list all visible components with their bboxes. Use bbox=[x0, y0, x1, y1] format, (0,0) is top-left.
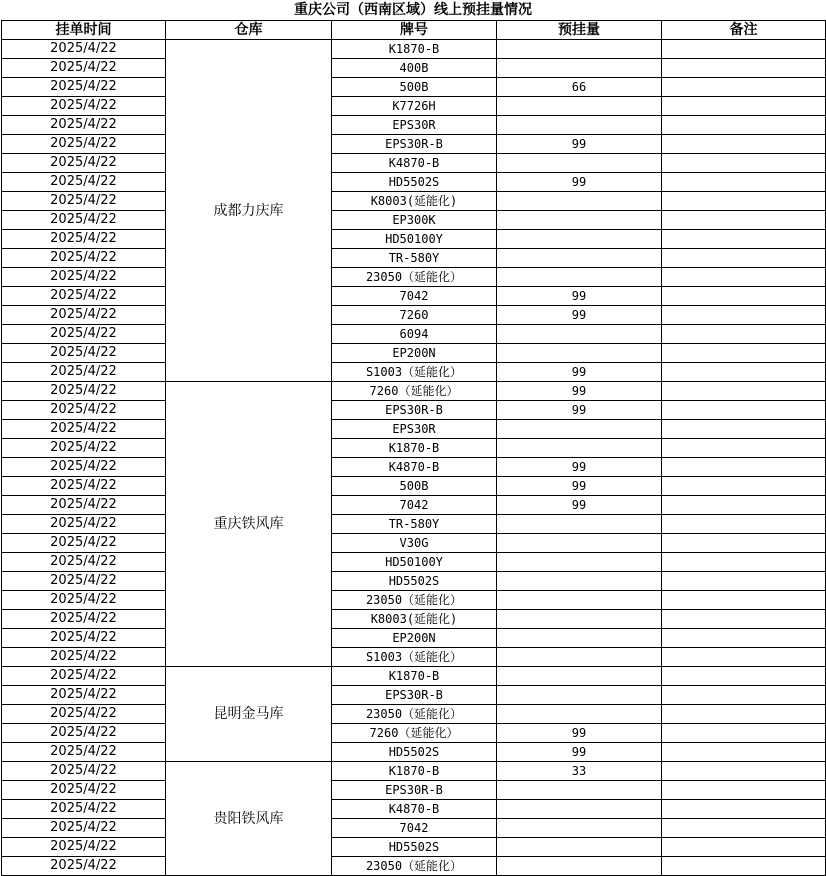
cell-quantity[interactable] bbox=[497, 325, 662, 344]
header-quantity[interactable]: 预挂量 bbox=[497, 21, 662, 40]
cell-grade[interactable]: TR-580Y bbox=[332, 515, 497, 534]
cell-note[interactable] bbox=[662, 382, 826, 401]
table-row bbox=[2, 762, 826, 781]
cell-date[interactable]: 2025/4/22 bbox=[2, 667, 166, 686]
cell-grade[interactable]: HD5502S bbox=[332, 572, 497, 591]
cell-note[interactable] bbox=[662, 344, 826, 363]
cell-quantity[interactable]: 99 bbox=[497, 287, 662, 306]
cell-date[interactable]: 2025/4/22 bbox=[2, 401, 166, 420]
cell-date[interactable]: 2025/4/22 bbox=[2, 762, 166, 781]
cell-date[interactable]: 2025/4/22 bbox=[2, 743, 166, 762]
table-row bbox=[2, 78, 826, 97]
cell-note[interactable] bbox=[662, 648, 826, 667]
cell-date[interactable]: 2025/4/22 bbox=[2, 629, 166, 648]
cell-note[interactable] bbox=[662, 800, 826, 819]
table-row bbox=[2, 857, 826, 876]
cell-quantity[interactable] bbox=[497, 610, 662, 629]
table-row bbox=[2, 344, 826, 363]
cell-quantity[interactable]: 99 bbox=[497, 401, 662, 420]
cell-grade[interactable]: 7042 bbox=[332, 496, 497, 515]
cell-date[interactable]: 2025/4/22 bbox=[2, 610, 166, 629]
cell-date[interactable]: 2025/4/22 bbox=[2, 344, 166, 363]
cell-quantity[interactable] bbox=[497, 534, 662, 553]
cell-grade[interactable]: S1003（延能化） bbox=[332, 648, 497, 667]
table-row bbox=[2, 211, 826, 230]
table-body bbox=[2, 40, 826, 876]
table-row bbox=[2, 686, 826, 705]
cell-quantity[interactable] bbox=[497, 686, 662, 705]
table-row bbox=[2, 401, 826, 420]
cell-quantity[interactable] bbox=[497, 420, 662, 439]
cell-quantity[interactable] bbox=[497, 838, 662, 857]
cell-grade[interactable]: S1003（延能化） bbox=[332, 363, 497, 382]
cell-quantity[interactable] bbox=[497, 572, 662, 591]
cell-note[interactable] bbox=[662, 287, 826, 306]
cell-note[interactable] bbox=[662, 857, 826, 876]
cell-warehouse[interactable]: 贵阳铁风库 bbox=[166, 762, 332, 876]
cell-note[interactable] bbox=[662, 477, 826, 496]
cell-grade[interactable]: EPS30R bbox=[332, 116, 497, 135]
cell-quantity[interactable] bbox=[497, 192, 662, 211]
cell-grade[interactable]: EPS30R-B bbox=[332, 135, 497, 154]
cell-note[interactable] bbox=[662, 629, 826, 648]
header-date[interactable]: 挂单时间 bbox=[2, 21, 166, 40]
table-row bbox=[2, 705, 826, 724]
cell-date[interactable]: 2025/4/22 bbox=[2, 686, 166, 705]
cell-note[interactable] bbox=[662, 59, 826, 78]
cell-note[interactable] bbox=[662, 705, 826, 724]
cell-warehouse[interactable]: 重庆铁风库 bbox=[166, 382, 332, 667]
cell-grade[interactable]: EP200N bbox=[332, 629, 497, 648]
cell-quantity[interactable] bbox=[497, 268, 662, 287]
cell-note[interactable] bbox=[662, 496, 826, 515]
cell-date[interactable]: 2025/4/22 bbox=[2, 192, 166, 211]
table-row bbox=[2, 648, 826, 667]
cell-grade[interactable]: 7260 bbox=[332, 306, 497, 325]
table-row bbox=[2, 591, 826, 610]
cell-date[interactable]: 2025/4/22 bbox=[2, 724, 166, 743]
cell-date[interactable]: 2025/4/22 bbox=[2, 838, 166, 857]
cell-grade[interactable]: K4870-B bbox=[332, 800, 497, 819]
cell-date[interactable]: 2025/4/22 bbox=[2, 325, 166, 344]
cell-date[interactable]: 2025/4/22 bbox=[2, 40, 166, 59]
cell-note[interactable] bbox=[662, 515, 826, 534]
cell-note[interactable] bbox=[662, 572, 826, 591]
table-row bbox=[2, 572, 826, 591]
cell-quantity[interactable]: 99 bbox=[497, 363, 662, 382]
cell-grade[interactable]: 7260（延能化） bbox=[332, 724, 497, 743]
cell-quantity[interactable]: 66 bbox=[497, 78, 662, 97]
cell-quantity[interactable]: 99 bbox=[497, 743, 662, 762]
cell-date[interactable]: 2025/4/22 bbox=[2, 78, 166, 97]
cell-note[interactable] bbox=[662, 40, 826, 59]
cell-date[interactable]: 2025/4/22 bbox=[2, 781, 166, 800]
table-row bbox=[2, 838, 826, 857]
cell-warehouse[interactable]: 昆明金马库 bbox=[166, 667, 332, 762]
cell-date[interactable]: 2025/4/22 bbox=[2, 420, 166, 439]
table-row bbox=[2, 800, 826, 819]
table-row bbox=[2, 819, 826, 838]
table-row bbox=[2, 154, 826, 173]
cell-date[interactable]: 2025/4/22 bbox=[2, 135, 166, 154]
cell-date[interactable]: 2025/4/22 bbox=[2, 154, 166, 173]
cell-quantity[interactable] bbox=[497, 648, 662, 667]
cell-date[interactable]: 2025/4/22 bbox=[2, 230, 166, 249]
table-row bbox=[2, 306, 826, 325]
cell-grade[interactable]: 7260（延能化） bbox=[332, 382, 497, 401]
table-row bbox=[2, 192, 826, 211]
cell-date[interactable]: 2025/4/22 bbox=[2, 97, 166, 116]
cell-grade[interactable]: K1870-B bbox=[332, 439, 497, 458]
table-row bbox=[2, 629, 826, 648]
cell-note[interactable] bbox=[662, 211, 826, 230]
cell-date[interactable]: 2025/4/22 bbox=[2, 572, 166, 591]
cell-date[interactable]: 2025/4/22 bbox=[2, 591, 166, 610]
cell-grade[interactable]: HD50100Y bbox=[332, 230, 497, 249]
table-row bbox=[2, 667, 826, 686]
cell-note[interactable] bbox=[662, 610, 826, 629]
cell-date[interactable]: 2025/4/22 bbox=[2, 306, 166, 325]
cell-date[interactable]: 2025/4/22 bbox=[2, 819, 166, 838]
cell-quantity[interactable]: 99 bbox=[497, 477, 662, 496]
cell-date[interactable]: 2025/4/22 bbox=[2, 249, 166, 268]
cell-grade[interactable]: EP200N bbox=[332, 344, 497, 363]
cell-quantity[interactable] bbox=[497, 705, 662, 724]
cell-grade[interactable]: 500B bbox=[332, 477, 497, 496]
table-row bbox=[2, 515, 826, 534]
cell-grade[interactable]: 500B bbox=[332, 78, 497, 97]
cell-date[interactable]: 2025/4/22 bbox=[2, 496, 166, 515]
cell-quantity[interactable]: 99 bbox=[497, 382, 662, 401]
table-row bbox=[2, 97, 826, 116]
header-note[interactable]: 备注 bbox=[662, 21, 826, 40]
table-row bbox=[2, 135, 826, 154]
table-row bbox=[2, 610, 826, 629]
cell-date[interactable]: 2025/4/22 bbox=[2, 648, 166, 667]
cell-grade[interactable]: K4870-B bbox=[332, 458, 497, 477]
cell-note[interactable] bbox=[662, 306, 826, 325]
cell-quantity[interactable] bbox=[497, 857, 662, 876]
cell-grade[interactable]: EP300K bbox=[332, 211, 497, 230]
table-row bbox=[2, 458, 826, 477]
cell-note[interactable] bbox=[662, 249, 826, 268]
table-row bbox=[2, 534, 826, 553]
cell-date[interactable]: 2025/4/22 bbox=[2, 534, 166, 553]
cell-grade[interactable]: 400B bbox=[332, 59, 497, 78]
cell-note[interactable] bbox=[662, 78, 826, 97]
table-row bbox=[2, 382, 826, 401]
cell-quantity[interactable] bbox=[497, 59, 662, 78]
cell-note[interactable] bbox=[662, 97, 826, 116]
cell-quantity[interactable] bbox=[497, 230, 662, 249]
table-row bbox=[2, 116, 826, 135]
cell-note[interactable] bbox=[662, 192, 826, 211]
cell-grade[interactable]: K4870-B bbox=[332, 154, 497, 173]
cell-date[interactable]: 2025/4/22 bbox=[2, 363, 166, 382]
cell-grade[interactable]: K8003(延能化) bbox=[332, 610, 497, 629]
cell-date[interactable]: 2025/4/22 bbox=[2, 439, 166, 458]
table-row bbox=[2, 325, 826, 344]
cell-grade[interactable]: K1870-B bbox=[332, 762, 497, 781]
cell-date[interactable]: 2025/4/22 bbox=[2, 705, 166, 724]
table-row bbox=[2, 724, 826, 743]
header-warehouse[interactable]: 仓库 bbox=[166, 21, 332, 40]
cell-quantity[interactable] bbox=[497, 800, 662, 819]
cell-quantity[interactable] bbox=[497, 40, 662, 59]
cell-quantity[interactable] bbox=[497, 781, 662, 800]
cell-grade[interactable]: 23050（延能化） bbox=[332, 268, 497, 287]
cell-quantity[interactable] bbox=[497, 249, 662, 268]
cell-grade[interactable]: EPS30R-B bbox=[332, 401, 497, 420]
cell-grade[interactable]: K7726H bbox=[332, 97, 497, 116]
table-row bbox=[2, 553, 826, 572]
cell-quantity[interactable] bbox=[497, 344, 662, 363]
cell-note[interactable] bbox=[662, 230, 826, 249]
table-row bbox=[2, 420, 826, 439]
table-row bbox=[2, 496, 826, 515]
cell-grade[interactable]: 7042 bbox=[332, 287, 497, 306]
cell-date[interactable]: 2025/4/22 bbox=[2, 477, 166, 496]
cell-grade[interactable]: K8003(延能化) bbox=[332, 192, 497, 211]
cell-date[interactable]: 2025/4/22 bbox=[2, 116, 166, 135]
cell-quantity[interactable]: 99 bbox=[497, 173, 662, 192]
cell-quantity[interactable] bbox=[497, 515, 662, 534]
cell-note[interactable] bbox=[662, 325, 826, 344]
cell-note[interactable] bbox=[662, 154, 826, 173]
cell-quantity[interactable]: 33 bbox=[497, 762, 662, 781]
cell-note[interactable] bbox=[662, 838, 826, 857]
cell-grade[interactable]: HD5502S bbox=[332, 838, 497, 857]
cell-quantity[interactable]: 99 bbox=[497, 458, 662, 477]
cell-note[interactable] bbox=[662, 724, 826, 743]
cell-note[interactable] bbox=[662, 686, 826, 705]
cell-quantity[interactable] bbox=[497, 154, 662, 173]
cell-note[interactable] bbox=[662, 116, 826, 135]
cell-note[interactable] bbox=[662, 363, 826, 382]
cell-note[interactable] bbox=[662, 173, 826, 192]
table-row bbox=[2, 287, 826, 306]
cell-quantity[interactable] bbox=[497, 629, 662, 648]
cell-grade[interactable]: EPS30R bbox=[332, 420, 497, 439]
table-row bbox=[2, 363, 826, 382]
cell-note[interactable] bbox=[662, 439, 826, 458]
cell-quantity[interactable]: 99 bbox=[497, 496, 662, 515]
table-row bbox=[2, 477, 826, 496]
cell-note[interactable] bbox=[662, 268, 826, 287]
cell-note[interactable] bbox=[662, 781, 826, 800]
cell-note[interactable] bbox=[662, 553, 826, 572]
cell-note[interactable] bbox=[662, 591, 826, 610]
header-row bbox=[2, 21, 826, 40]
cell-date[interactable]: 2025/4/22 bbox=[2, 857, 166, 876]
table-row bbox=[2, 268, 826, 287]
table-row bbox=[2, 230, 826, 249]
cell-note[interactable] bbox=[662, 135, 826, 154]
cell-note[interactable] bbox=[662, 401, 826, 420]
table-row bbox=[2, 173, 826, 192]
cell-note[interactable] bbox=[662, 819, 826, 838]
cell-date[interactable]: 2025/4/22 bbox=[2, 268, 166, 287]
cell-note[interactable] bbox=[662, 458, 826, 477]
cell-quantity[interactable] bbox=[497, 553, 662, 572]
cell-grade[interactable]: 23050（延能化） bbox=[332, 857, 497, 876]
cell-grade[interactable]: HD5502S bbox=[332, 743, 497, 762]
cell-date[interactable]: 2025/4/22 bbox=[2, 173, 166, 192]
cell-grade[interactable]: TR-580Y bbox=[332, 249, 497, 268]
cell-grade[interactable]: K1870-B bbox=[332, 40, 497, 59]
cell-grade[interactable]: HD5502S bbox=[332, 173, 497, 192]
cell-grade[interactable]: EPS30R-B bbox=[332, 686, 497, 705]
sheet-title: 重庆公司（西南区域）线上预挂量情况 bbox=[294, 2, 532, 18]
pre-order-table bbox=[1, 20, 826, 876]
cell-date[interactable]: 2025/4/22 bbox=[2, 458, 166, 477]
cell-grade[interactable]: HD50100Y bbox=[332, 553, 497, 572]
cell-quantity[interactable] bbox=[497, 211, 662, 230]
cell-grade[interactable]: 7042 bbox=[332, 819, 497, 838]
cell-grade[interactable]: EPS30R-B bbox=[332, 781, 497, 800]
table-row bbox=[2, 781, 826, 800]
cell-note[interactable] bbox=[662, 420, 826, 439]
cell-note[interactable] bbox=[662, 534, 826, 553]
table-row bbox=[2, 249, 826, 268]
cell-quantity[interactable]: 99 bbox=[497, 724, 662, 743]
cell-note[interactable] bbox=[662, 743, 826, 762]
cell-quantity[interactable] bbox=[497, 819, 662, 838]
cell-date[interactable]: 2025/4/22 bbox=[2, 211, 166, 230]
table-row bbox=[2, 40, 826, 59]
cell-quantity[interactable]: 99 bbox=[497, 135, 662, 154]
cell-date[interactable]: 2025/4/22 bbox=[2, 59, 166, 78]
cell-date[interactable]: 2025/4/22 bbox=[2, 553, 166, 572]
cell-quantity[interactable] bbox=[497, 97, 662, 116]
cell-date[interactable]: 2025/4/22 bbox=[2, 515, 166, 534]
cell-date[interactable]: 2025/4/22 bbox=[2, 800, 166, 819]
cell-quantity[interactable] bbox=[497, 439, 662, 458]
table-row bbox=[2, 59, 826, 78]
cell-note[interactable] bbox=[662, 762, 826, 781]
header-grade[interactable]: 牌号 bbox=[332, 21, 497, 40]
cell-grade[interactable]: 23050（延能化） bbox=[332, 591, 497, 610]
cell-date[interactable]: 2025/4/22 bbox=[2, 287, 166, 306]
cell-grade[interactable]: 6094 bbox=[332, 325, 497, 344]
cell-grade[interactable]: V30G bbox=[332, 534, 497, 553]
cell-warehouse[interactable]: 成都力庆库 bbox=[166, 40, 332, 382]
cell-note[interactable] bbox=[662, 667, 826, 686]
cell-grade[interactable]: 23050（延能化） bbox=[332, 705, 497, 724]
table-row bbox=[2, 743, 826, 762]
cell-quantity[interactable] bbox=[497, 667, 662, 686]
cell-quantity[interactable] bbox=[497, 116, 662, 135]
cell-grade[interactable]: K1870-B bbox=[332, 667, 497, 686]
cell-quantity[interactable] bbox=[497, 591, 662, 610]
table-row bbox=[2, 439, 826, 458]
cell-quantity[interactable]: 99 bbox=[497, 306, 662, 325]
cell-date[interactable]: 2025/4/22 bbox=[2, 382, 166, 401]
